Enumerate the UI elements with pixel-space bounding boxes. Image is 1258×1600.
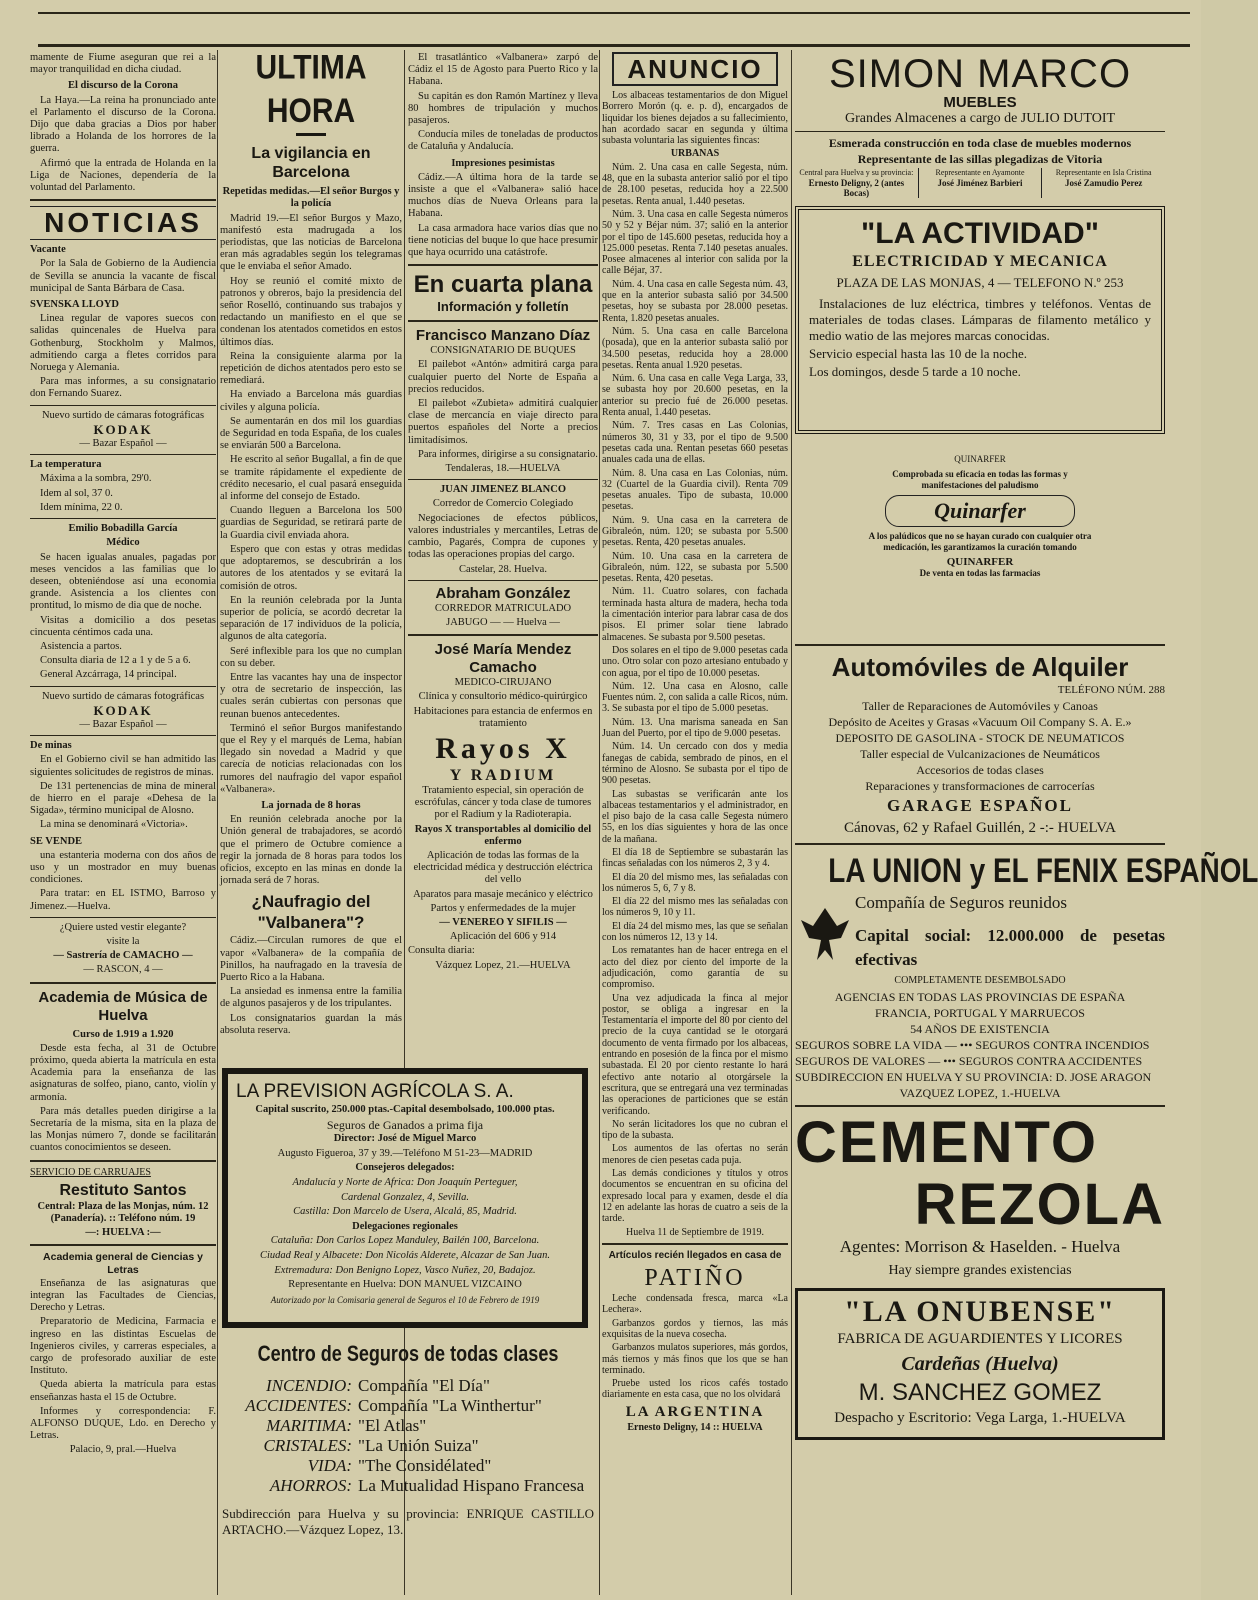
article-text: Núm. 3. Una casa en calle Segesta números 50 y 52 y Béjar núm. 37; salió en la anterior por el tipo de 145.600 pesetas, reducida hoy a 125.000 pesetas. Renta 7.140 pesetas anuales. Posee almacenes al interior con salida por la calle Béjar, 37. <box>602 208 788 277</box>
divider <box>30 454 216 455</box>
ad-text: COMPLETAMENTE DESEMBOLSADO <box>894 975 1066 986</box>
top-rule <box>38 12 1190 14</box>
ad-heading: José María Mendez Camacho <box>434 641 572 677</box>
article-text: Terminó el señor Burgos manifestando que el Rey y el marqués de Lema, habían llegado sin novedad a Madrid y que carecía de noticias relacionadas con los rumores del naufragio del vapor español «Valbanera». <box>220 722 402 795</box>
article-heading: El discurso de la Corona <box>67 80 179 92</box>
article-text: La Haya.—La reina ha pronunciado ante el Parlamento el discurso de la Corona. Dijo que daba gracias a Dios por haber librado a Holanda de los horrores de la guerra. <box>30 94 216 155</box>
article-text: Se aumentarán en dos mil los guardias de Seguridad en toda España, de los cuales se enviarán 500 a Barcelona. <box>220 415 402 452</box>
ad-heading: Academia de Música de Huelva <box>38 988 208 1024</box>
ad-text: Servicio especial hasta las 10 de la noche. <box>809 346 1028 361</box>
ad-text: Esmerada construcción en toda clase de muebles modernos <box>828 136 1132 150</box>
article-text: En el Gobierno civil se han admitido las siguientes solicitudes de registros de minas. <box>30 754 216 778</box>
ad-text: Para informes, dirigirse a su consignatario. <box>418 448 598 460</box>
ad-text: — VENEREO Y SIFILIS — <box>439 916 567 928</box>
ad-text: Para más detalles pueden dirigirse a la Secretaría de la misma, sita en la plaza de las Monjas número 7, donde se facilitarán cuantos conocimientos se deseen. <box>30 1105 216 1154</box>
ad-text: Seguros de Ganados a prima fija <box>326 1117 484 1132</box>
divider <box>30 686 216 687</box>
insurance-type: ACCIDENTES: <box>245 1396 352 1415</box>
ad-text: JABUGO — — Huelva — <box>446 616 560 628</box>
ad-brand: "LA ONUBENSE" <box>844 1295 1116 1328</box>
article-text: Núm. 10. Una casa en la carretera de Gibraleón, núm. 122, se subasta por 5.500 pesetas. Renta, 420 pesetas. <box>602 550 788 585</box>
rep-name: Ernesto Deligny, 2 (antes Bocas) <box>808 178 905 198</box>
ornament: ▬▬▬ <box>296 128 326 139</box>
article-text: El día 22 del mismo mes las señaladas con los números 9, 10 y 11. <box>602 896 788 919</box>
ad-brand: — Sastrería de CAMACHO — <box>53 950 193 962</box>
column-5 <box>795 52 1258 1597</box>
ad-text: De venta en todas las farmacias <box>919 568 1041 578</box>
ad-text: Taller de Reparaciones de Automóviles y Canoas <box>862 699 1098 713</box>
column-divider <box>791 50 792 1595</box>
ad-text: — RASCON, 4 — <box>83 964 163 976</box>
ad-text: Aplicación de todas las formas de la electricidad médica y destrucción eléctrica del vello <box>413 849 593 886</box>
divider <box>30 917 216 918</box>
insurance-type: VIDA: <box>307 1456 352 1475</box>
ad-brand: REZOLA <box>914 1172 1165 1237</box>
union-text <box>855 892 1165 974</box>
insurance-row <box>222 1376 594 1396</box>
article-text: Reina la consiguiente alarma por la repetición de dichos atentados pero esto se remediará. <box>220 350 402 387</box>
ad-text: Central: Plaza de las Monjas, núm. 12 (Panadería). :: Teléfono núm. 19 <box>37 1200 209 1225</box>
ad-brand: MUEBLES <box>943 94 1017 111</box>
ad-text: Agentes: Morrison & Haselden. - Huelva <box>839 1237 1121 1256</box>
ad-text: Los domingos, desde 5 tarde a 10 noche. <box>809 364 1021 379</box>
article-text: Máxima a la sombra, 29'0. <box>40 473 152 485</box>
insurance-row <box>222 1396 594 1416</box>
ad-text: Pruebe usted los ricos cafés tostado diariamente en esta casa, que no los olvidará <box>602 1378 788 1401</box>
divider <box>30 1160 216 1162</box>
article-text: Cádiz.—Circulan rumores de que el vapor «Valbanera» de la compañía de Pinillos, ha naufragado en la travesía de Puerto Rico a la Habana. <box>220 935 402 983</box>
la-actividad-ad <box>795 206 1165 434</box>
section-title: En cuarta plana <box>413 271 593 299</box>
divider <box>795 644 1165 646</box>
ad-brand: M. SANCHEZ GOMEZ <box>858 1379 1102 1406</box>
ad-heading: Emilio Bobadilla García <box>68 523 178 535</box>
article-text: Núm. 8. Una casa en Las Colonias, núm. 32 (Cuartel de la Guardia civil). Renta 709 pesetas anuales. Tipo de subasta, 10.000 pesetas. <box>602 467 788 513</box>
ad-text: Nuevo surtido de cámaras fotográficas <box>41 409 205 421</box>
ad-text: El pailebot «Zubieta» admitirá cualquier clase de mercancía en viaje directo para puertos españoles del Norte a precios limitadísimos. <box>408 398 598 446</box>
article-text: Huelva 11 de Septiembre de 1919. <box>626 1226 764 1238</box>
ad-text: Tratamiento especial, sin operación de escrófulas, cáncer y toda clase de tumores por el Radium y la Radioterapia. <box>414 784 592 821</box>
ad-text: Consulta diaria: <box>408 945 475 957</box>
divider <box>408 264 598 266</box>
ad-text: Visitas a domicilio a dos pesetas cincuenta céntimos cada una. <box>30 614 216 638</box>
article-text: Hoy se reunió el comité mixto de patronos y obreros, bajo la presidencia del señor Roselló, continuando sus trabajos y redactando un manifiesto en el que se condenan los atentados cometidos en estos últimos días. <box>220 275 402 348</box>
ad-text: Rayos X transportables al domicilio del enfermo <box>414 823 592 847</box>
article-text: La ansiedad es inmensa entre la familia de algunos pasajeros y de los tripulantes. <box>220 986 402 1010</box>
ad-brand: Automóviles de Alquiler <box>831 652 1129 682</box>
article-text: Conducía miles de toneladas de productos de Cataluña y Andalucía. <box>408 129 598 153</box>
insurance-list <box>222 1376 594 1496</box>
ad-text: Cardenal Gonzalez, 4, Sevilla. <box>341 1191 469 1203</box>
ad-heading: Academia general de Ciencias y Letras <box>43 1251 203 1276</box>
ad-text: ¿Quiere usted vestir elegante? <box>59 921 187 933</box>
insurance-type: MARITIMA: <box>266 1416 352 1435</box>
divider <box>30 735 216 736</box>
ad-text: Capital suscrito, 250.000 ptas.-Capital desembolsado, 100.000 ptas. <box>255 1104 555 1115</box>
article-text: Por la Sala de Gobierno de la Audiencia de Sevilla se anuncia la vacante de fiscal municipal de Santa Bárbara de Casa. <box>30 258 216 294</box>
ad-heading: Abraham González <box>435 584 571 602</box>
ad-brand: LA ARGENTINA <box>625 1403 765 1420</box>
column-4 <box>602 52 788 1592</box>
ad-text: Grandes Almacenes a cargo de JULIO DUTOIT <box>844 111 1116 126</box>
ad-text: Desde esta fecha, al 31 de Octubre próximo, queda abierta la matrícula en esta Academia para la enseñanza de las asignaturas de solfeo, piano, canto, violín y armonía. <box>30 1042 216 1103</box>
union-body <box>795 892 1165 974</box>
ad-text: Consejeros delegados: <box>355 1162 455 1174</box>
ad-text: Aplicación del 606 y 914 <box>449 931 557 943</box>
ad-text: 54 AÑOS DE EXISTENCIA <box>910 1022 1050 1036</box>
ad-heading: LA PREVISION AGRÍCOLA S. A. <box>236 1081 514 1102</box>
ad-text: FRANCIA, PORTUGAL Y MARRUECOS <box>875 1006 1085 1020</box>
ad-text: Despacho y Escritorio: Vega Larga, 1.-HUELVA <box>834 1410 1126 1426</box>
ad-text: SUBDIRECCION EN HUELVA Y SU PROVINCIA: D. JOSE ARAGON <box>795 1070 1152 1084</box>
column-divider <box>217 50 218 1595</box>
ad-text: A los palúdicos que no se hayan curado con cualquier otra medicación, les garantizamos la curación tomando <box>868 531 1092 552</box>
header-rule <box>38 44 1190 47</box>
ad-text: AGENCIAS EN TODAS LAS PROVINCIAS DE ESPAÑA <box>834 990 1126 1004</box>
ad-subheading: MEDICO-CIRUJANO <box>454 677 552 689</box>
rep-name: José Jiménez Barbieri <box>937 178 1023 188</box>
article-text: mamente de Fiume aseguran que rei a la mayor tranquilidad en dicha ciudad. <box>30 52 216 76</box>
section-title: ANUNCIO <box>612 52 778 86</box>
rep-label: Representante en Ayamonte <box>935 168 1025 177</box>
ad-text: Tendaleras, 18.—HUELVA <box>445 463 561 475</box>
article-text: Núm. 11. Cuatro solares, con fachada terminada hasta altura de madera, hecha toda la cimentación interior para labrar casa de dos pisos. El primer solar tiene labrado almacenes. Se subasta por 9.500 pesetas. <box>602 586 788 643</box>
insurance-type: AHORROS: <box>269 1476 352 1495</box>
article-text: Núm. 12. Una casa en Alosno, calle Fuentes núm. 2, con salida a calle Ricos, núm. 3. Se subasta por el tipo de 5.000 pesetas. <box>602 680 788 715</box>
article-heading: La temperatura <box>30 459 102 471</box>
ad-text: Informes y correspondencia: F. ALFONSO DUQUE, Ldo. en Derecho y Letras. <box>30 1405 216 1442</box>
insurance-row <box>222 1476 594 1496</box>
ad-text: Representante en Huelva: DON MANUEL VIZCAINO <box>288 1279 522 1291</box>
insurance-row <box>222 1456 594 1476</box>
article-text: He escrito al señor Bugallal, a fin de que se tramite rápidamente el expediente de crédito necesario, el cual pasará enseguida al informe del consejo de Estado. <box>220 454 402 503</box>
ad-text: visite la <box>106 935 140 947</box>
ad-text: Reparaciones y transformaciones de carrocerías <box>865 779 1095 793</box>
ad-text: Cataluña: Don Carlos Lopez Manduley, Bailén 100, Barcelona. <box>270 1235 540 1247</box>
ad-brand: KODAK <box>93 421 153 437</box>
divider <box>30 518 216 519</box>
ad-brand: GARAGE ESPAÑOL <box>887 796 1073 815</box>
article-text: No serán licitadores los que no cubran el tipo de la subasta. <box>602 1118 788 1142</box>
article-text: Afirmó que la entrada de Holanda en la Liga de Naciones, dependería de la voluntad del Parlamento. <box>30 157 216 194</box>
insurance-type: INCENDIO: <box>266 1376 352 1395</box>
ad-text: Subdirección para Huelva y su provincia: ENRIQUE CASTILLO ARTACHO.—Vázquez Lopez, 13. <box>222 1506 594 1537</box>
ad-text: Castelar, 28. Huelva. <box>459 563 547 575</box>
ad-text: Nuevo surtido de cámaras fotográficas <box>41 690 205 702</box>
ad-text: Castilla: Don Marcelo de Usera, Alcalá, 85, Madrid. <box>293 1206 517 1218</box>
ad-text: ELECTRICIDAD Y MECANICA <box>852 253 1108 270</box>
ad-text: Augusto Figueroa, 37 y 39.—Teléfono M 51-23—MADRID <box>277 1147 533 1159</box>
ad-text: El pailebot «Antón» admitirá carga para cualquier puerto del Norte de España a precios reducidos. <box>408 359 598 395</box>
article-text: Cádiz.—A última hora de la tarde se insiste a que el «Valbanera» salió hace muchos días de Nueva Orleans para la Habana. <box>408 171 598 220</box>
article-text: Núm. 9. Una casa en la carretera de Gibraleón, núm. 120; se subasta por 5.500 pesetas. Renta, 420 pesetas anuales. <box>602 514 788 549</box>
phoenix-icon <box>795 898 855 968</box>
section-title: ULTIMA HORA <box>255 48 367 131</box>
section-title: NOTICIAS <box>30 206 216 240</box>
article-text: Los consignatarios guardan la más absoluta reserva. <box>220 1012 402 1036</box>
representative <box>919 168 1043 198</box>
ad-brand: QUINARFER <box>946 556 1014 568</box>
insurance-type: CRISTALES: <box>263 1436 352 1455</box>
la-onubense-ad <box>795 1288 1165 1440</box>
ad-brand: Y RADIUM <box>449 766 557 784</box>
ad-text: Palacio, 9, pral.—Huelva <box>69 1444 177 1456</box>
article-text: Los aumentos de las ofertas no serán menores de cien pesetas cada puja. <box>602 1143 788 1166</box>
divider <box>30 405 216 406</box>
rep-name: José Zamudio Perez <box>1065 178 1143 188</box>
ad-text: SEGUROS SOBRE LA VIDA — ••• SEGUROS CONTRA INCENDIOS <box>795 1038 1150 1052</box>
article-text: Núm. 5. Una casa en calle Barcelona (posada), que en la anterior subasta salió por 34.500 pesetas, reducida hoy a 28.000 pesetas. Renta anual 1.920 pesetas. <box>602 325 788 371</box>
ad-text: Enseñanza de las asignaturas que integran las Facultades de Ciencias, Derecho y Letras. <box>30 1277 216 1314</box>
article-text: Núm. 6. Una casa en calle Vega Larga, 33, se subasta hoy por 20.600 pesetas, en la anterior su precio fué de 26.000 pesetas. Renta anual, 1.440 pesetas. <box>602 373 788 419</box>
article-heading: SVENSKA LLOYD <box>30 299 119 311</box>
ad-brand: Restituto Santos <box>59 1181 187 1199</box>
ad-text: Instalaciones de luz eléctrica, timbres y teléfonos. Ventas de materiales de todas clases. Lámparas de filamento metálico y medio watio de las mejores marcas conocidas. <box>809 296 1151 343</box>
ad-text: FABRICA DE AGUARDIENTES Y LICORES <box>837 1331 1123 1347</box>
ad-text: Comprobada su eficacia en todas las formas y manifestaciones del paludismo <box>892 469 1068 490</box>
representatives-row <box>795 168 1165 198</box>
article-text: En la reunión celebrada por la Junta superior de policía, se acordó decretar la separación de 17 individuos de la policía, algunos de alta categoría. <box>220 594 402 643</box>
ad-text: Ernesto Deligny, 14 :: HUELVA <box>627 1421 763 1433</box>
divider <box>30 199 216 201</box>
ad-subheading: Corredor de Comercio Colegiado <box>432 498 574 510</box>
ad-text: Andalucía y Norte de Africa: Don Joaquín Perteguer, <box>292 1176 518 1188</box>
ad-text: Garbanzos mulatos superiores, más gordos, más tiernos y más finos que los que se han terminado. <box>602 1342 788 1376</box>
insurance-company: Compañía "El Día" <box>358 1376 490 1395</box>
ad-subheading: CONSIGNATARIO DE BUQUES <box>430 345 576 357</box>
ad-brand: KODAK <box>93 702 153 718</box>
centro-seguros-ad <box>222 1340 594 1595</box>
ad-text: PLAZA DE LAS MONJAS, 4 — TELEFONO N.º 253 <box>836 275 1124 290</box>
ad-text: Delegaciones regionales <box>352 1220 458 1232</box>
article-text: Una vez adjudicada la finca al mejor postor, se obliga a ingresar en la Testamentaría el importe del 80 por ciento del precio de la cuya cantidad se le otorgará documento de venta firmado por los albaceas, entrando en posesión de la finca por el mismo subastada. El 20 por ciento restante lo hará efectivo ante notario al otorgársele la escritura, que se entregará una vez terminadas las operaciones de particiones que se están verificando. <box>602 992 788 1117</box>
ad-subheading: CORREDOR MATRICULADO <box>434 602 572 614</box>
ad-heading: JUAN JIMENEZ BLANCO <box>439 484 566 496</box>
ad-text: Depósito de Aceites y Grasas «Vacuum Oil Company S. A. E.» <box>828 715 1132 729</box>
ad-text: Taller especial de Vulcanizaciones de Neumáticos <box>860 747 1100 761</box>
divider <box>408 479 598 480</box>
divider <box>795 1105 1165 1107</box>
ad-text: Partos y enfermedades de la mujer <box>430 902 576 914</box>
representative <box>795 168 919 198</box>
ad-heading: Centro de Seguros de todas clases <box>257 1341 559 1366</box>
divider <box>30 982 216 984</box>
ad-subheading: Médico <box>106 537 140 549</box>
divider <box>408 320 598 322</box>
column-3 <box>408 52 598 1092</box>
ad-text: Consulta diaria de 12 a 1 y de 5 a 6. <box>40 655 191 667</box>
ad-text: Habitaciones para estancia de enfermos en tratamiento <box>413 705 593 729</box>
ad-text: VAZQUEZ LOPEZ, 1.-HUELVA <box>899 1086 1061 1100</box>
ad-text: Ciudad Real y Albacete: Don Nicolás Alderete, Alcazar de San Juan. <box>259 1249 551 1261</box>
section-subtitle: Información y folletín <box>437 299 569 315</box>
ad-brand: PATIÑO <box>644 1265 746 1292</box>
column-divider <box>599 50 600 1595</box>
rep-label: Representante en Isla Cristina <box>1055 168 1152 177</box>
insurance-company: "La Unión Suiza" <box>358 1436 479 1455</box>
ad-text: Cardeñas (Huelva) <box>901 1353 1059 1375</box>
article-headline: La vigilancia en Barcelona <box>251 145 371 182</box>
ad-text: Aparatos para masaje mecánico y eléctrico <box>413 888 593 900</box>
column-1 <box>30 52 216 1597</box>
ad-text: Clínica y consultorio médico-quirúrgico <box>418 691 588 703</box>
ad-text: Vázquez Lopez, 21.—HUELVA <box>435 959 571 971</box>
article-heading: Vacante <box>30 244 66 256</box>
ad-heading: Francisco Manzano Díaz <box>415 327 591 345</box>
article-text: Idem al sol, 37 0. <box>40 487 113 499</box>
ad-brand: Quinarfer <box>885 495 1075 527</box>
divider <box>408 580 598 581</box>
article-subheadline: Repetidas medidas.—El señor Burgos y la policía <box>222 186 400 210</box>
ad-text: — Bazar Español — <box>79 718 167 730</box>
article-text: Madrid 19.—El señor Burgos y Mazo, manifestó esta madrugada a los periodistas, que las noticias de Barcelona eran más agradables según los telegramas que le enviaba el señor Amado. <box>220 212 402 273</box>
ad-heading: Artículos recién llegados en casa de <box>608 1249 782 1261</box>
article-heading: De minas <box>30 740 72 752</box>
article-text: Su capitán es don Ramón Martínez y lleva 80 hombres de tripulación y muchos pasajeros. <box>408 90 598 127</box>
article-text: El trasatlántico «Valbanera» zarpó de Cádiz el 15 de Agosto para Puerto Rico y la Habana. <box>408 52 598 88</box>
article-text: Para mas informes, a su consignatario don Fernando Suarez. <box>30 376 216 400</box>
article-text: La mina se denominará «Victoria». <box>40 819 188 831</box>
article-text: En reunión celebrada anoche por la Unión general de trabajadores, se acordó que el primero de Octubre comience a regir la jornada de 8 horas para todos los oficios, excepto en las minas en donde la jornada será de 7 horas. <box>220 814 402 887</box>
article-text: Cuando lleguen a Barcelona los 500 guardias de Seguridad, se retirará parte de la Guardia civil enviada ahora. <box>220 505 402 541</box>
insurance-row <box>222 1416 594 1436</box>
article-text: Idem mínima, 22 0. <box>40 501 123 513</box>
rep-label: Central para Huelva y su provincia: <box>799 168 914 177</box>
article-text: De 131 pertenencias de mina de mineral de hierro en el paraje «Dehesa de la Sigada», término municipal de Alosno. <box>30 780 216 817</box>
quinarfer-ad <box>865 454 1095 639</box>
ad-heading: SERVICIO DE CARRUAJES <box>30 1166 151 1178</box>
ad-text: Queda abierta la matrícula para estas enseñanzas hasta el 15 de Octubre. <box>30 1379 216 1403</box>
article-text: Núm. 4. Una casa en calle Segesta núm. 43, que en la anterior subasta salió por 34.500 pesetas, hoy se subasta por 28.000 pesetas. Renta, 1.820 pesetas anuales. <box>602 278 788 324</box>
article-text: Para tratar: en EL ISTMO, Barroso y Jimenez.—Huelva. <box>30 888 216 912</box>
article-text: Ha enviado a Barcelona más guardias civiles y alguna policía. <box>220 389 402 413</box>
article-text: Espero que con estas y otras medidas que adoptaremos, se descubrirán a los autores de los atentados y se evitará la comisión de otros. <box>220 543 402 592</box>
ad-text: —: HUELVA :— <box>85 1227 161 1239</box>
ad-text: Negociaciones de efectos públicos, valores industriales y mercantiles, Letras de cambio, Pagarés, Compra de cupones y todas las operaciones propias del cargo. <box>408 512 598 561</box>
ad-text: Accesorios de todas clases <box>916 763 1044 777</box>
article-text: una estanteria moderna con dos años de uso y un mostrador en muy buenas condiciones. <box>30 849 216 886</box>
ad-brand: LA UNION y EL FENIX ESPAÑOL <box>828 852 1258 890</box>
ad-text: Capital social: 12.000.000 de pesetas efectivas <box>855 926 1165 969</box>
divider <box>795 843 1165 845</box>
article-text: El día 18 de Septiembre se subastarán las fincas señaladas con los números 2, 3 y 4. <box>602 847 788 870</box>
article-heading: Impresiones pesimistas <box>451 157 555 169</box>
ad-text: Hay siempre grandes existencias <box>888 1263 1072 1278</box>
article-text: La casa armadora hace varios días que no tiene noticias del buque lo que hace presumir que haya ocurrido una catástrofe. <box>408 222 598 259</box>
article-text: Núm. 14. Un cercado con dos y media fanegas de cabida, sembrado de pinos, en el término de Alosno. Se subasta por el tipo de 900 pesetas. <box>602 741 788 787</box>
article-text: Núm. 2. Una casa en calle Segesta, núm. 48, que en la subasta anterior salió por el tipo de 28.100 pesetas, reducida hoy a 22.500 pesetas. Renta anual, 1.440 pesetas. <box>602 161 788 207</box>
article-text: Las demás condiciones y títulos y otros documentos se encuentran en su oficina del expresado local para y examen, desde el día 12 en adelante las horas de cuatro a seis de la tarde. <box>602 1168 788 1225</box>
ad-text: Preparatorio de Medicina, Farmacia e ingreso en las distintas Escuelas de Ingenieros civiles, y carreras especiales, a cargo de profesorado auxiliar de este Instituto. <box>30 1316 216 1377</box>
ad-text: Compañía de Seguros reunidos <box>855 893 1067 912</box>
ad-text: QUINARFER <box>954 454 1006 464</box>
ad-text: Representante de las sillas plegadizas de Vitoria <box>857 152 1103 166</box>
ad-text: Extremadura: Don Benigno Lopez, Vasco Nuñez, 20, Badajoz. <box>274 1264 536 1276</box>
ad-brand: "LA ACTIVIDAD" <box>861 217 1099 250</box>
article-text: Las subastas se verificarán ante los albaceas testamentarios y el administrador, en el piso bajo de la casa calle Segesta número 55, en los días siguientes y hora de las once de la mañana. <box>602 788 788 845</box>
ad-text: Leche condensada fresca, marca «La Lechera». <box>602 1293 788 1316</box>
ad-text: TELÉFONO NÚM. 288 <box>1057 684 1165 696</box>
article-text: Dos solares en el tipo de 9.000 pesetas cada uno. Otro solar con pozo artesiano entubado y con agua, por el tipo de 10.000 pesetas. <box>602 644 788 679</box>
ad-text: Asistencia a partos. <box>40 640 122 652</box>
divider <box>408 634 598 636</box>
article-text: Seré inflexible para los que no cumplan con su deber. <box>220 645 402 669</box>
article-text: Linea regular de vapores suecos con salidas quincenales de Huelva para Gothenburg, Stockholm y Malmos, admitiendo carga a fletes corridos para Noruega y Alemania. <box>30 313 216 374</box>
article-text: El día 20 del mismo mes, las señaladas con los números 5, 6, 7 y 8. <box>602 871 788 894</box>
article-text: Los rematantes han de hacer entrega en el acto del diez por ciento del importe de la adjudicación, como garantía de su compromiso. <box>602 945 788 991</box>
divider <box>795 131 1165 132</box>
prevision-ad <box>222 1068 588 1328</box>
column-2 <box>220 48 402 1052</box>
article-text: El día 24 del mismo mes, las que se señalan con los números 12, 13 y 14. <box>602 920 788 944</box>
article-heading: SE VENDE <box>30 835 83 847</box>
ad-brand: CEMENTO <box>795 1110 1098 1175</box>
ad-brand: Rayos X <box>435 731 571 765</box>
article-headline: ¿Naufragio del "Valbanera"? <box>251 892 371 933</box>
article-text: Entre las vacantes hay una de inspector y otra de secretario de inspección, las cuales serán cubiertas con personas que reunan buenos antecedentes. <box>220 671 402 720</box>
ad-text: Garbanzos gordos y tiernos, las más exquisitas de la nueva cosecha. <box>602 1317 788 1340</box>
insurance-company: "El Atlas" <box>358 1416 427 1435</box>
insurance-row <box>222 1436 594 1456</box>
divider <box>602 1243 788 1245</box>
ad-text: SEGUROS DE VALORES — ••• SEGUROS CONTRA ACCIDENTES <box>795 1054 1143 1068</box>
ad-text: Cánovas, 62 y Rafael Guillén, 2 -:- HUELVA <box>843 820 1117 836</box>
article-text: Núm. 7. Tres casas en Las Colonias, números 30, 31 y 33, por el tipo de 9.500 pesetas cada una. Rentan pesetas 660 pesetas anuales cada una de ellas. <box>602 420 788 466</box>
insurance-company: Compañía "La Winthertur" <box>358 1396 542 1415</box>
ad-text: Autorizado por la Comisaria general de Seguros el 10 de Febrero de 1919 <box>270 1294 540 1305</box>
insurance-company: La Mutualidad Hispano Francesa <box>358 1476 585 1495</box>
ad-text: Se hacen igualas anuales, pagadas por meses vencidos a las familias que lo deseen, obteniéndose así una economia grande. Asistencia a los clientes con prontitud, lo mismo de dia que de noche. <box>30 551 216 612</box>
representative <box>1042 168 1165 198</box>
ad-brand: SIMON MARCO <box>828 52 1132 96</box>
ad-subheading: Curso de 1.919 a 1.920 <box>72 1028 174 1040</box>
divider <box>30 1244 216 1246</box>
simon-marco-ad <box>795 52 1165 110</box>
article-heading: La jornada de 8 horas <box>261 799 361 811</box>
article-heading: URBANAS <box>670 148 720 160</box>
ad-text: — Bazar Español — <box>79 438 167 450</box>
ad-text: Director: José de Miguel Marco <box>333 1133 477 1145</box>
ad-text: General Azcárraga, 14 principal. <box>40 669 177 681</box>
article-text: Los albaceas testamentarios de don Miguel Borrero Morón (q. e. p. d), encargados de liquidar los bienes dejados a su fallecimiento, han acordado sacar en segunda y última subasta voluntaria las siguientes fincas: <box>602 90 788 147</box>
ad-text: DEPOSITO DE GASOLINA - STOCK DE NEUMATICOS <box>835 731 1125 745</box>
insurance-company: "The Considélated" <box>358 1456 492 1475</box>
article-text: Núm. 13. Una marisma saneada en San Juan del Puerto, por el tipo de 9.000 pesetas. <box>602 716 788 740</box>
